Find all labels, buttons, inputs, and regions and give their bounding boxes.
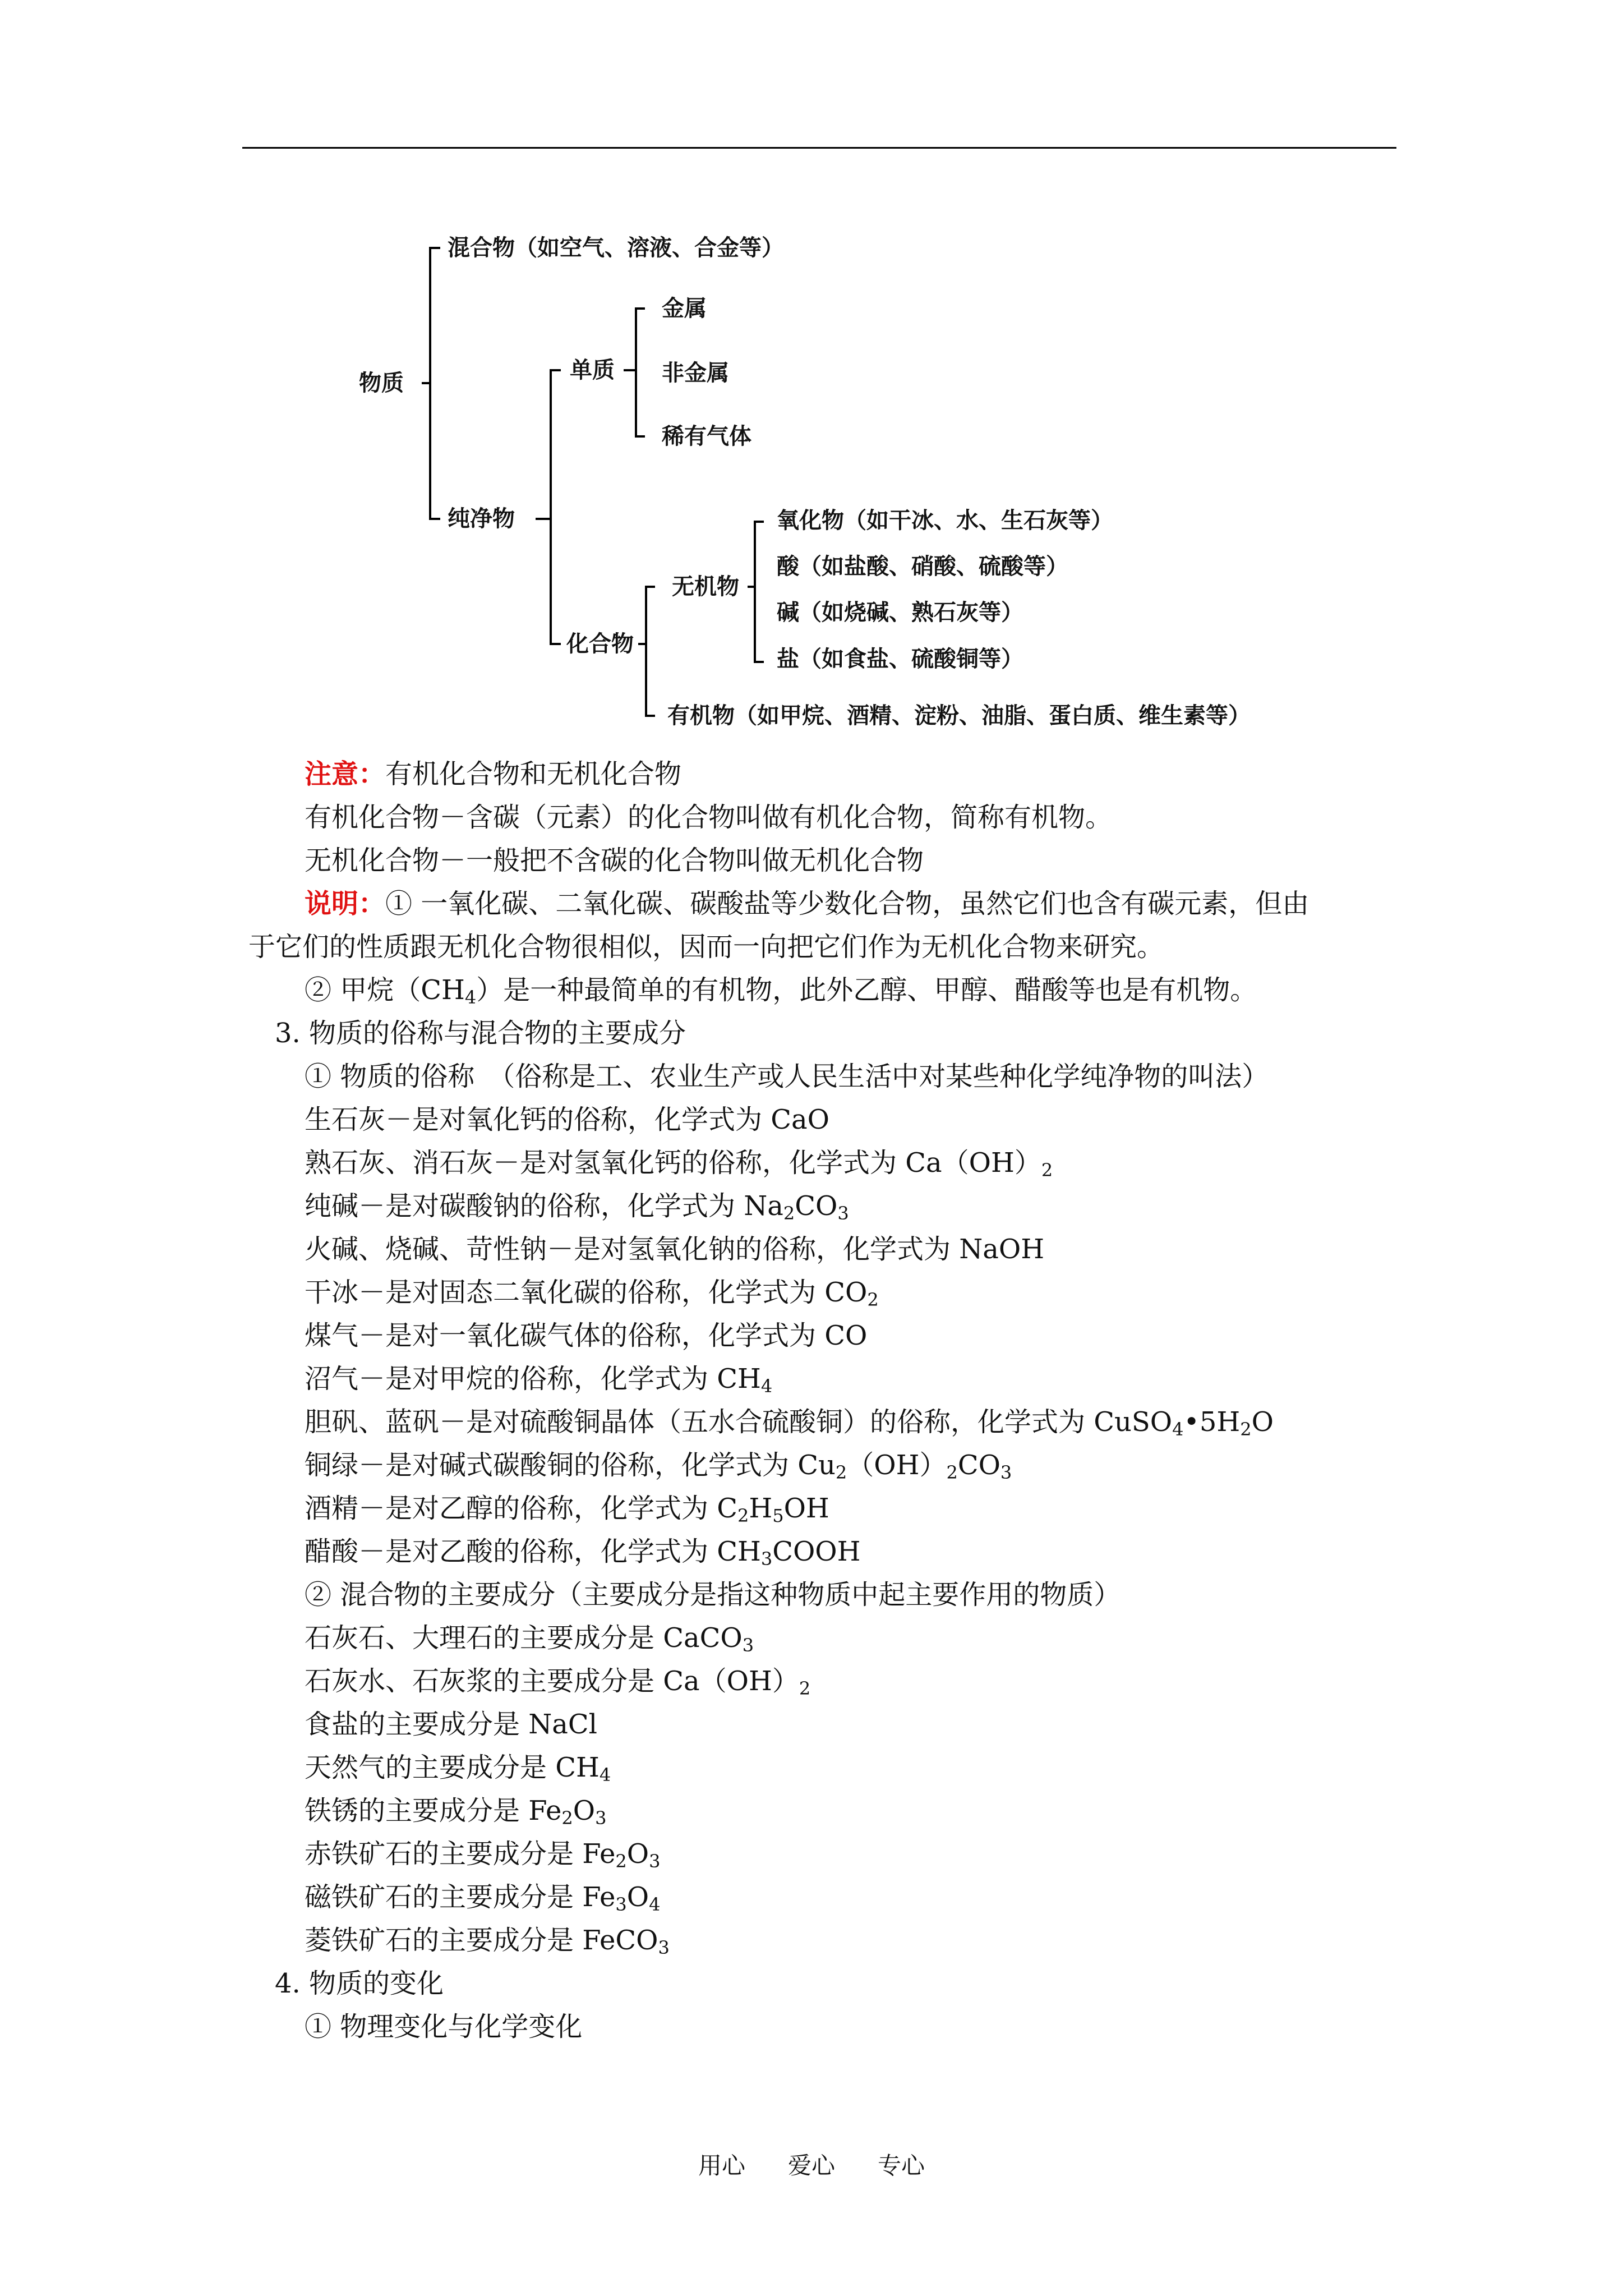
section-3-sub-1: ① 物质的俗称 （俗称是工、农业生产或人民生活中对某些种化学纯净物的叫法）: [305, 1061, 1269, 1092]
common-name-6: 煤气－是对一氧化碳气体的俗称，化学式为 CO: [305, 1320, 868, 1351]
page-footer: [0, 2147, 1623, 2181]
bracket-inorganic: [755, 522, 764, 662]
node-root: 物质: [359, 370, 404, 396]
section-4-heading: 4. 物质的变化: [275, 1968, 444, 1999]
explain-line-3: ② 甲烷$(CH_4)$是一种最简单的有机物，此外乙醇、甲醇、醋酸等也是有机物。: [305, 974, 1257, 1008]
note-line-2: 无机化合物－一般把不含碳的化合物叫做无机化合物: [305, 845, 924, 876]
footer-word-1: 用心: [698, 2152, 745, 2179]
mixture-component-7: 磁铁矿石的主要成分是 $Fe_3O_4$: [305, 1881, 661, 1915]
explain-p1a: ① 一氧化碳、二氧化碳、碳酸盐等少数化合物，虽然它们也含有碳元素，但由: [385, 888, 1310, 919]
common-name-2: 熟石灰、消石灰－是对氢氧化钙的俗称，化学式为 $Ca(OH)_2$: [305, 1147, 1053, 1181]
node-nonmetal: 非金属: [662, 360, 729, 386]
bracket-compound: [646, 587, 655, 716]
bracket-root: [430, 248, 440, 519]
common-name-4: 火碱、烧碱、苛性钠－是对氢氧化钠的俗称，化学式为 NaOH: [305, 1234, 1045, 1265]
node-acid: 酸（如盐酸、硝酸、硫酸等）: [777, 554, 1068, 579]
section-3-sub-2: ② 混合物的主要成分（主要成分是指这种物质中起主要作用的物质）: [305, 1579, 1121, 1611]
node-oxide: 氧化物（如干冰、水、生石灰等）: [777, 508, 1113, 533]
mixture-component-3: 食盐的主要成分是 NaCl: [305, 1709, 597, 1740]
footer-word-2: 爱心: [787, 2152, 835, 2179]
tree-connectors: [0, 0, 1623, 752]
mixture-component-1: 石灰石、大理石的主要成分是 CaCO$_3$: [305, 1622, 754, 1656]
mixture-component-5: 铁锈的主要成分是 $Fe_2O_3$: [305, 1795, 607, 1829]
section-3-heading: 3. 物质的俗称与混合物的主要成分: [275, 1018, 686, 1049]
note-title: 有机化合物和无机化合物: [385, 758, 682, 790]
bracket-element: [636, 309, 645, 436]
node-pure: 纯净物: [448, 506, 515, 532]
explain-label: 说明：: [305, 888, 386, 919]
node-mixture: 混合物（如空气、溶液、合金等）: [448, 235, 784, 261]
common-name-8: 胆矾、蓝矾－是对硫酸铜晶体（五水合硫酸铜）的俗称，化学式为 $CuSO_4•5H_2O$: [305, 1406, 1274, 1440]
common-name-7: 沼气－是对甲烷的俗称，化学式为 $CH_4$: [305, 1363, 773, 1397]
footer-word-3: 专心: [878, 2152, 925, 2179]
note-title-line: [305, 758, 682, 790]
common-name-10: 酒精－是对乙醇的俗称，化学式为 $C_2H_5OH$: [305, 1493, 829, 1526]
mixture-component-6: 赤铁矿石的主要成分是 $Fe_2O_3$: [305, 1838, 661, 1872]
node-salt: 盐（如食盐、硫酸铜等）: [777, 646, 1023, 672]
common-name-11: 醋酸－是对乙酸的俗称，化学式为 $CH_3COOH$: [305, 1536, 861, 1570]
common-name-5: 干冰－是对固态二氧化碳的俗称，化学式为 $CO_2$: [305, 1277, 879, 1310]
common-name-1: 生石灰－是对氧化钙的俗称，化学式为 CaO: [305, 1104, 829, 1135]
explain-line-2: 于它们的性质跟无机化合物很相似，因而一向把它们作为无机化合物来研究。: [248, 931, 1164, 963]
node-inorganic: 无机物: [672, 574, 739, 600]
node-base: 碱（如烧碱、熟石灰等）: [777, 600, 1023, 625]
mixture-component-8: 菱铁矿石的主要成分是 FeCO$_3$: [305, 1925, 670, 1958]
common-name-3: 纯碱－是对碳酸钠的俗称，化学式为 $Na_2CO_3$: [305, 1190, 849, 1224]
note-line-1: 有机化合物－含碳（元素）的化合物叫做有机化合物，简称有机物。: [305, 802, 1113, 833]
mixture-component-4: 天然气的主要成分是 $CH_4$: [305, 1752, 611, 1786]
node-noble-gas: 稀有气体: [662, 424, 751, 449]
section-4-sub-1: ① 物理变化与化学变化: [305, 2011, 583, 2042]
note-label: 注意：: [305, 758, 386, 790]
classification-tree: [0, 0, 1623, 752]
node-metal: 金属: [662, 296, 707, 321]
bracket-pure: [551, 370, 561, 644]
mixture-component-2: 石灰水、石灰浆的主要成分是 $Ca(OH)_2$: [305, 1665, 811, 1699]
node-compound: 化合物: [566, 631, 634, 657]
node-organic: 有机物（如甲烷、酒精、淀粉、油脂、蛋白质、维生素等）: [667, 703, 1251, 729]
common-name-9: 铜绿－是对碱式碳酸铜的俗称，化学式为 $Cu_2(OH)_2CO_3$: [305, 1450, 1012, 1483]
explain-line-1: [305, 890, 1309, 917]
node-element: 单质: [570, 357, 615, 383]
